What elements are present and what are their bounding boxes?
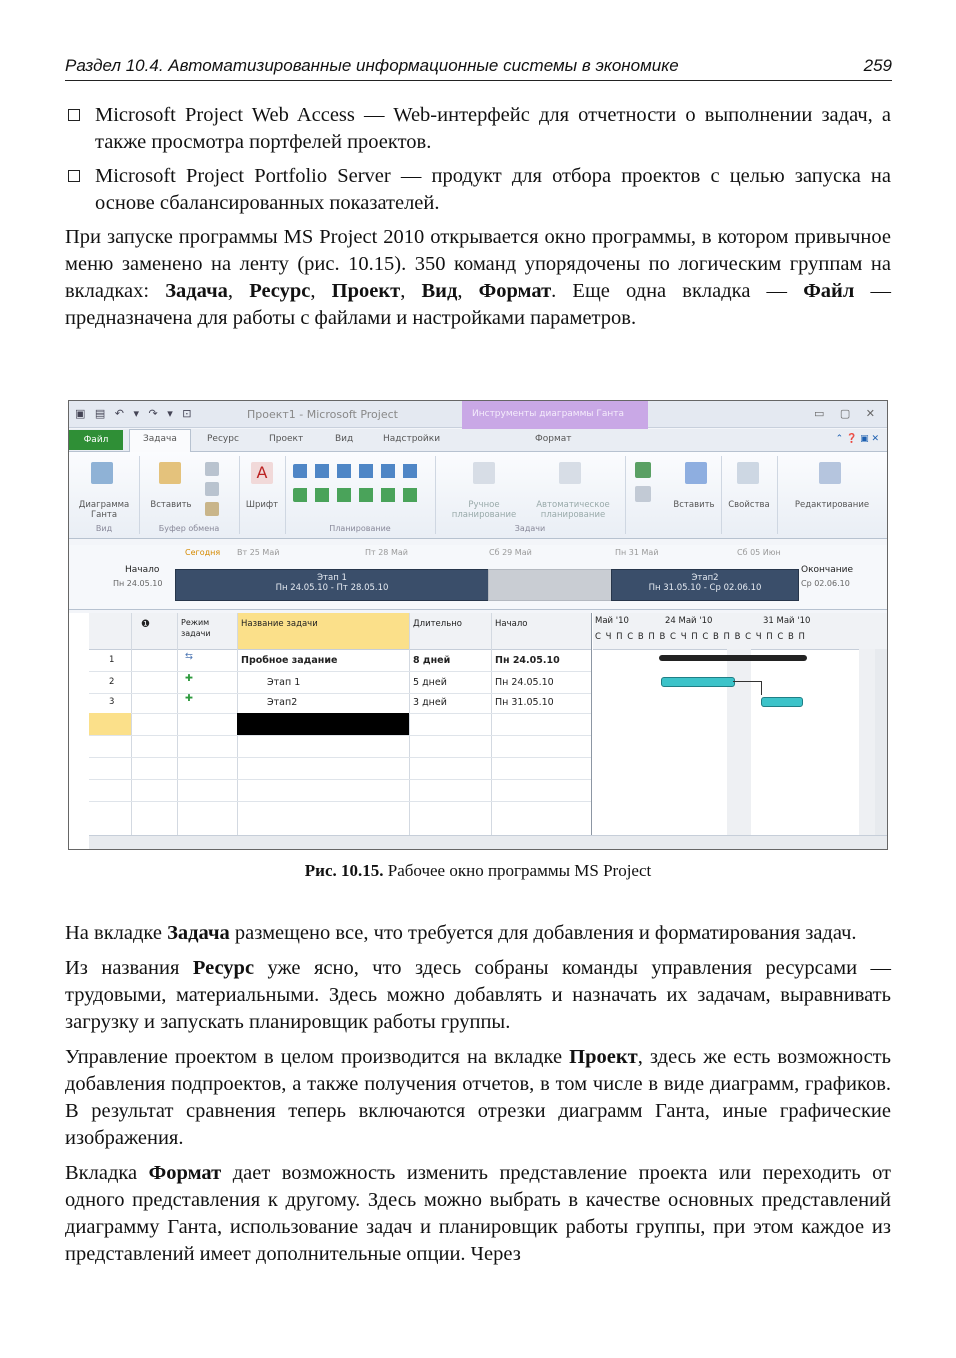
- task-name[interactable]: Этап 1: [267, 677, 301, 688]
- timeline: Сегодня Вт 25 Май Пт 28 Май Сб 29 Май Пн 31 Май Сб 05 Июн Начало Пн 24.05.10 Этап 1 Пн 24.05.10 - Пт 28.05.10 Этап2 Пн 31.05.10 - Ср 02.06.10 Окончание Ср 02.06.10: [69, 545, 887, 610]
- task-start[interactable]: Пн 24.05.10: [495, 677, 554, 688]
- tab-resource[interactable]: Ресурс: [207, 434, 239, 444]
- page-number: 259: [863, 56, 892, 75]
- info-column-icon: ❶: [141, 619, 150, 630]
- auto-schedule-icon[interactable]: [559, 462, 581, 484]
- page-header: [65, 56, 892, 81]
- bullet-text: Microsoft Project Portfolio Server — продукт для отбора проектов с целью запуска на основе сбалансированных показателей.: [95, 165, 891, 214]
- dependency-link: [761, 681, 762, 695]
- format-painter-icon[interactable]: [205, 502, 219, 516]
- properties-label: Свойства: [728, 500, 770, 510]
- link-tasks-icon[interactable]: [293, 488, 423, 502]
- group-view: Диаграмма Ганта Вид: [69, 456, 140, 534]
- task-mode-icon: ⇆: [185, 651, 193, 662]
- insert-icon[interactable]: [685, 462, 707, 484]
- window-title: Проект1 - Microsoft Project: [247, 408, 398, 421]
- group-editing: [777, 456, 887, 534]
- task-bar-stage2[interactable]: [761, 697, 803, 707]
- today-label: Сегодня: [185, 548, 221, 557]
- group-clipboard: Вставить Буфер обмена: [139, 456, 240, 534]
- find-icon[interactable]: [819, 462, 841, 484]
- gantt-chart-icon[interactable]: [91, 462, 113, 484]
- selected-row-header[interactable]: [89, 713, 131, 735]
- body-paragraph: На вкладке Задача размещено все, что требуется для добавления и форматирования задач.: [65, 922, 857, 944]
- group-schedule: Планирование: [285, 456, 436, 534]
- group-font: [239, 456, 286, 534]
- task-grid: [69, 613, 887, 849]
- task-bar-stage1[interactable]: [661, 677, 735, 687]
- font-label: Шрифт: [245, 500, 279, 510]
- task-duration[interactable]: 5 дней: [413, 677, 447, 688]
- task-duration[interactable]: 8 дней: [413, 655, 451, 666]
- row-id: 3: [109, 697, 115, 707]
- task-duration[interactable]: 3 дней: [413, 697, 447, 708]
- header-mode[interactable]: Режим задачи: [181, 618, 211, 638]
- task-mode-icon: ✚: [185, 693, 193, 704]
- timeline-bar-stage2[interactable]: Этап2 Пн 31.05.10 - Ср 02.06.10: [611, 569, 799, 601]
- timeline-gap: [488, 569, 612, 601]
- header-title: Раздел 10.4. Автоматизированные информационные системы в экономике: [65, 56, 679, 75]
- bullet-item: [65, 163, 891, 217]
- tab-format[interactable]: Формат: [535, 434, 572, 444]
- gantt-button-label: Диаграмма Ганта: [78, 500, 130, 520]
- body-paragraph: Из названия Ресурс уже ясно, что здесь собраны команды управления ресурсами — трудовыми, материальными. Здесь можно добавлять и назначать их задачам, выравнивать загрузку и запускать планировщик работы группы.: [65, 957, 892, 1033]
- header-duration[interactable]: Длительно: [413, 619, 462, 629]
- properties-icon[interactable]: [737, 462, 759, 484]
- timeline-start-label: Начало: [125, 565, 160, 575]
- timeline-end-date: Ср 02.06.10: [801, 579, 850, 588]
- bullet-text: Microsoft Project Web Access — Web-интерфейс для отчетности о выполнении задач, а также просмотра портфелей проектов.: [95, 104, 891, 153]
- editing-label: Редактирование: [794, 500, 870, 510]
- body-text: [65, 920, 891, 1276]
- gantt-timescale: Май '10 24 Май '10 31 Май '10 С Ч П С В П В С Ч П С В П В С Ч П С В П: [593, 613, 887, 650]
- task-mode-icon: ✚: [185, 673, 193, 684]
- ribbon-tabs: [69, 429, 887, 452]
- intro-paragraph: При запуске программы MS Project 2010 открывается окно программы, в котором привычное меню заменено на ленту (рис. 10.15). 350 команд упорядочены по логическим группам на вкладках: Задача, Ресурс, Проект, Вид, Формат. Еще одна вкладка — Файл — предназначена для работы с файлами и настройками параметров.: [65, 226, 892, 329]
- figure-caption: Рис. 10.15. Рабочее окно программы MS Project: [304, 861, 652, 880]
- manual-schedule-icon[interactable]: [473, 462, 495, 484]
- top-text: [65, 102, 891, 340]
- paste-label: Вставить: [150, 500, 192, 510]
- horizontal-scrollbar[interactable]: [89, 835, 887, 850]
- quick-access-toolbar[interactable]: ▣ ▤ ↶ ▾ ↷ ▾ ⊡: [75, 407, 195, 420]
- group-tasks: Ручное планирование Автоматическое планирование Задачи: [435, 456, 626, 534]
- checkbox-bullet-icon: [68, 170, 80, 182]
- cut-icon[interactable]: [205, 462, 219, 476]
- timeline-bar-stage1[interactable]: Этап 1 Пн 24.05.10 - Пт 28.05.10: [175, 569, 489, 601]
- tab-file[interactable]: Файл: [69, 430, 123, 450]
- window-controls[interactable]: ▭ ▢ ✕: [814, 407, 881, 420]
- timeline-start-date: Пн 24.05.10: [113, 579, 163, 588]
- dependency-link: [733, 681, 761, 682]
- task-name[interactable]: Пробное задание: [241, 655, 338, 666]
- row-id: 1: [109, 655, 115, 665]
- header-name[interactable]: Название задачи: [241, 619, 318, 629]
- group-mode: [625, 456, 722, 534]
- help-icon[interactable]: ⌃ ❓ ▣ ✕: [835, 434, 879, 444]
- mode-icon[interactable]: [635, 486, 651, 502]
- tab-project[interactable]: Проект: [269, 434, 304, 444]
- task-start[interactable]: Пн 24.05.10: [495, 655, 560, 666]
- tab-task[interactable]: Задача: [143, 434, 177, 444]
- timeline-end-label: Окончание: [801, 565, 854, 575]
- task-start[interactable]: Пн 31.05.10: [495, 697, 554, 708]
- bullet-item: [65, 102, 891, 156]
- body-paragraph: Управление проектом в целом производится на вкладке Проект, здесь же есть возможность добавления подпроектов, а также получения отчетов, в том числе в виде диаграмм, графиков. В результат сравнения теперь включаются отрезки диаграмм Ганта, иные графические изображения.: [65, 1046, 891, 1149]
- tab-view[interactable]: Вид: [335, 434, 354, 444]
- task-name[interactable]: Этап2: [267, 697, 298, 708]
- body-paragraph: Вкладка Формат дает возможность изменить представление проекта или переходить от одного представления к другому. Здесь можно выбрать в качестве основных представлений диаграмму Ганта, использование задач и планировщик работы группы, при этом каждое из представлений имеет дополнительные опции. Через: [65, 1162, 892, 1265]
- copy-icon[interactable]: [205, 482, 219, 496]
- checkbox-bullet-icon: [68, 109, 80, 121]
- move-task-icon[interactable]: [635, 462, 651, 478]
- manual-schedule-label: Ручное планирование: [451, 500, 517, 520]
- font-icon[interactable]: A: [251, 462, 273, 484]
- tab-addins[interactable]: Надстройки: [383, 434, 441, 444]
- ms-project-screenshot: [68, 400, 888, 850]
- row-id: 2: [109, 677, 115, 687]
- selected-cell[interactable]: [237, 713, 409, 735]
- group-properties: [721, 456, 778, 534]
- auto-schedule-label: Автоматическое планирование: [536, 500, 610, 520]
- insert-label: Вставить: [673, 500, 715, 510]
- title-bar: [69, 401, 887, 428]
- ribbon: [69, 452, 887, 539]
- paste-icon[interactable]: [159, 462, 181, 484]
- schedule-progress-icon[interactable]: [293, 464, 423, 478]
- header-start[interactable]: Начало: [495, 619, 528, 629]
- context-tab-band: Инструменты диаграммы Ганта: [462, 401, 648, 429]
- summary-task-bar[interactable]: [659, 655, 807, 661]
- vertical-scrollbar[interactable]: [875, 649, 887, 835]
